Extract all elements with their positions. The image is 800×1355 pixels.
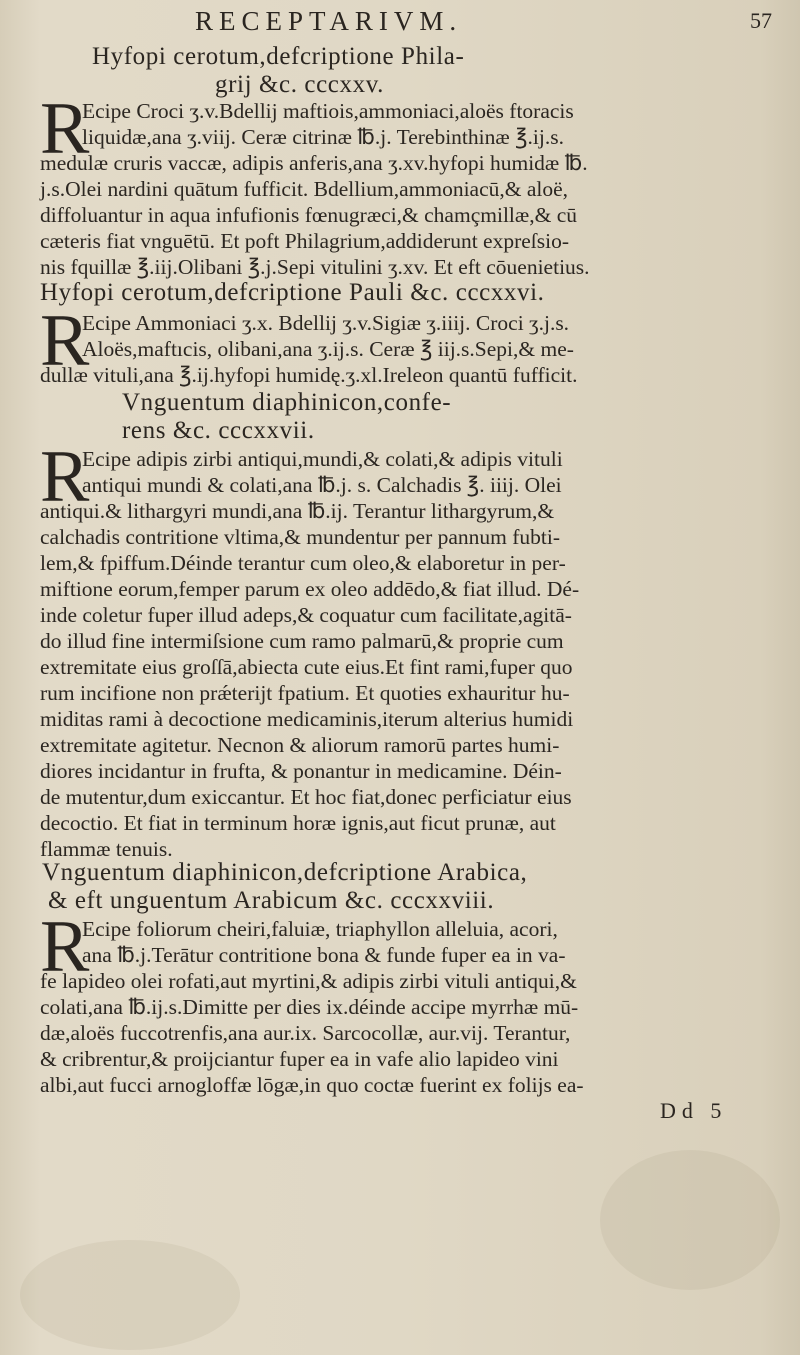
text-line: antiqui.& lithargyri mundi,ana ℔.ij. Terantur lithargyrum,& [40,499,555,523]
text-line: Ecipe Ammoniaci ʒ.x. Bdellij ʒ.v.Sigiæ ʒ.iiij. Croci ʒ.j.s. [82,311,570,335]
text-line: diffoluantur in aqua infufionis fœnugræci,& chamçmillæ,& cū [40,203,577,227]
text-line: lem,& fpiffum.Déinde terantur cum oleo,& elaboretur in per- [40,551,566,575]
paper-stain [20,1240,240,1350]
text-line: liquidæ,ana ʒ.viij. Ceræ citrinæ ℔.j. Terebinthinæ ℥.ij.s. [82,125,564,149]
recipe-heading: Vnguentum diaphinicon,defcriptione Arabica, [42,859,528,886]
text-line: do illud fine intermiſsione cum ramo palmarū,& proprie cum [40,629,564,653]
paper-stain [600,1150,780,1290]
text-line: albi,aut fucci arnogloffæ lōgæ,in quo coctæ fuerint ex folijs ea- [40,1073,584,1097]
text-line: & cribrentur,& proijciantur fuper ea in vafe alio lapideo vini [40,1047,559,1071]
recipe-heading: Hyfopi cerotum,defcriptione Phila- [92,43,465,70]
running-head: RECEPTARIVM. [195,6,463,36]
text-line: miftione eorum,femper parum ex oleo addēdo,& fiat illud. Dé- [40,577,580,601]
text-line: flammæ tenuis. [40,837,173,861]
catchword: Dd 5 [660,1098,728,1123]
text-line: Ecipe foliorum cheiri,faluiæ, triaphyllon alleluia, acori, [82,917,558,941]
text-line: nis fquillæ ℥.iij.Olibani ℥.j.Sepi vitulini ʒ.xv. Et eft cōuenietius. [40,255,590,279]
text-line: antiqui mundi & colati,ana ℔.j. s. Calchadis ℥. iiij. Olei [82,473,562,497]
text-line: decoctio. Et fiat in terminum horæ ignis,aut ficut prunæ, aut [40,811,556,835]
recipe-heading: grij &c. cccxxv. [215,71,385,98]
drop-cap: R [40,436,90,518]
text-line: inde coletur fuper illud adeps,& coquatur cum facilitate,agitā- [40,603,572,627]
text-line: medulæ cruris vaccæ, adipis anferis,ana ʒ.xv.hyfopi humidæ ℔. [40,151,588,175]
recipe-heading: rens &c. cccxxvii. [122,417,315,444]
drop-cap: R [40,300,90,382]
text-line: diores incidantur in frufta, & ponantur in medicamine. Déin- [40,759,562,783]
text-line: cæteris fiat vnguētū. Et poft Philagrium,addiderunt expreſsio- [40,229,570,253]
text-line: Aloës,maftıcis, olibani,ana ʒ.ij.s. Ceræ ℥ iij.s.Sepi,& me- [82,337,574,361]
text-line: fe lapideo olei rofati,aut myrtini,& adipis zirbi vituli antiqui,& [40,969,577,993]
text-line: j.s.Olei nardini quātum fufficit. Bdellium,ammoniacū,& aloë, [40,177,569,201]
text-line: extremitate agitetur. Necnon & aliorum ramorū partes humi- [40,733,560,757]
text-line: de mutentur,dum exiccantur. Et hoc fiat,donec perficiatur eius [40,785,572,809]
page-header [40,6,780,46]
drop-cap: R [40,88,90,170]
recipe-heading: Vnguentum diaphinicon,confe- [122,389,452,416]
text-line: ana ℔.j.Terātur contritione bona & funde fuper ea in va- [82,943,566,967]
text-line: extremitate eius groſſā,abiecta cute eius.Et fint rami,fuper quo [40,655,573,679]
text-line: dæ,aloës fuccotrenfis,ana aur.ix. Sarcocollæ, aur.vij. Terantur, [40,1021,571,1045]
text-line: miditas rami à decoctione medicaminis,iterum alterius humidi [40,707,574,731]
page-number: 57 [750,8,772,33]
recipe-heading: & eft unguentum Arabicum &c. cccxxviii. [48,887,495,914]
text-line: Ecipe adipis zirbi antiqui,mundi,& colati,& adipis vituli [82,447,563,471]
recipe-heading: Hyfopi cerotum,defcriptione Pauli &c. cccxxvi. [40,279,545,306]
text-line: dullæ vituli,ana ℥.ij.hyfopi humidę.ʒ.xl.Ireleon quantū fufficit. [40,363,578,387]
text-line: calchadis contritione vltima,& mundentur per pannum fubti- [40,525,561,549]
drop-cap: R [40,906,90,988]
text-line: Ecipe Croci ʒ.v.Bdellij maftiois,ammoniaci,aloës ftoracis [82,99,574,123]
text-line: colati,ana ℔.ij.s.Dimitte per dies ix.déinde accipe myrrhæ mū- [40,995,579,1019]
text-line: rum incifione non prǽterijt fpatium. Et quoties exhauritur hu- [40,681,570,705]
